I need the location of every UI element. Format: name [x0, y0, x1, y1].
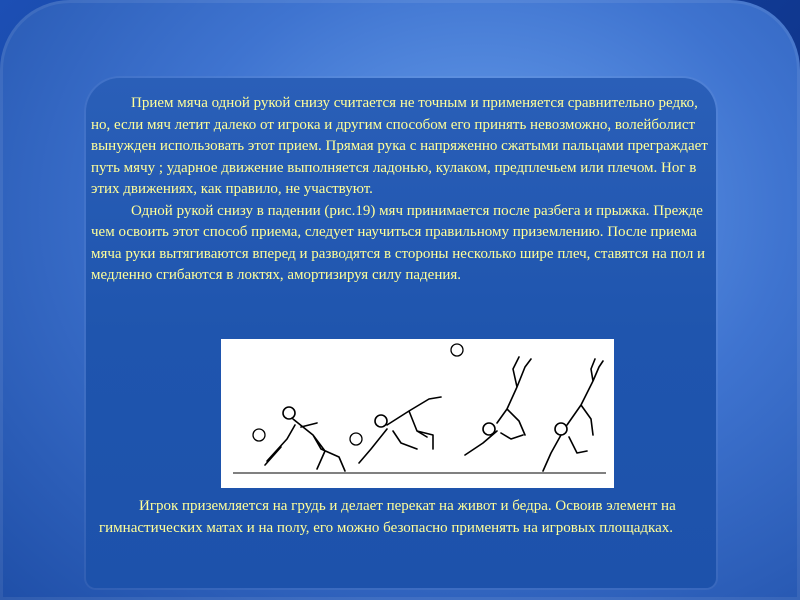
head	[483, 423, 495, 435]
paragraph-3: Игрок приземляется на грудь и делает перекат на живот и бедра. Освоив элемент на гимнастических матах и на полу, его можно безопасно применять на игровых площадках.	[99, 498, 676, 536]
ball	[451, 344, 463, 356]
head	[375, 415, 387, 427]
paragraph-2: Одной рукой снизу в падении (рис.19) мяч принимается после разбега и прыжка. Прежде чем освоить этот способ приема, следует научиться правильному приземлению. После приема мяча руки вытягиваются вперед и разводятся в стороны несколько шире плеч, ставятся на пол и медленно сгибаются в локтях, амортизируя силу падения.	[91, 202, 706, 283]
head	[555, 423, 567, 435]
player-figure-4	[543, 359, 603, 471]
illustration-figure	[221, 339, 614, 488]
head	[283, 407, 295, 419]
volleyball-sequence-drawing	[221, 339, 614, 488]
main-text	[91, 93, 713, 287]
player-figure-1	[253, 407, 345, 471]
ball	[253, 429, 265, 441]
player-figure-2	[350, 397, 441, 463]
paragraph-1: Прием мяча одной рукой снизу считается не точным и применяется сравнительно редко, но, если мяч летит далеко от игрока и другим способом его принять невозможно, волейболист вынужден использовать этот прием. Прямая рука с напряженно сжатыми пальцами преграждает путь мячу ; ударное движение выполняется ладонью, кулаком, предплечьем или плечом. Ног в этих движениях, как правило, не участвуют.	[91, 95, 708, 197]
player-figure-3	[451, 344, 531, 455]
ball	[350, 433, 362, 445]
bottom-text	[99, 496, 714, 539]
